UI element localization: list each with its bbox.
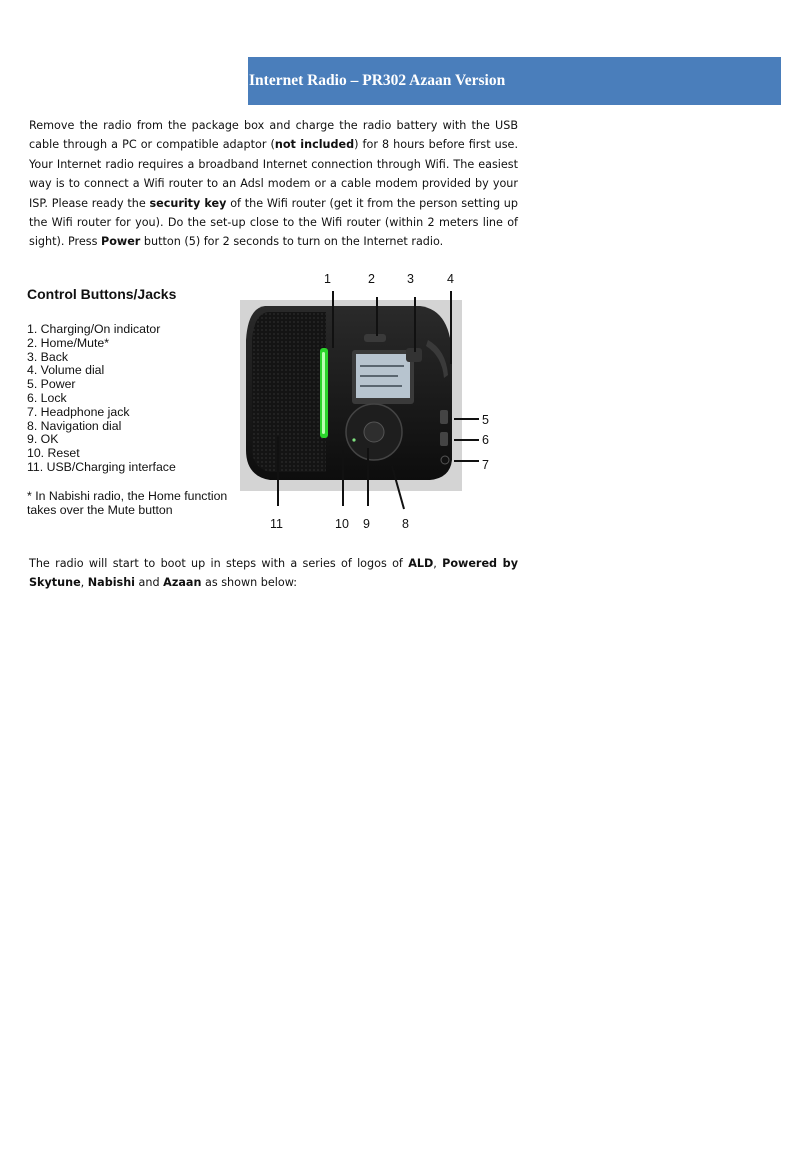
callout-4: 4	[447, 272, 454, 286]
intro-text-1: Remove the radio from the package box and charge the radio battery with the USB cable through a PC or compatible adaptor (	[29, 119, 518, 152]
callout-6: 6	[482, 433, 489, 447]
legend-item: 9. OK	[27, 432, 59, 447]
boot-text: ,	[433, 557, 443, 570]
callout-2: 2	[368, 272, 375, 286]
page-header-bar	[248, 57, 781, 105]
legend-item: 4. Volume dial	[27, 363, 105, 378]
speaker-grille	[252, 312, 326, 472]
legend-item: 2. Home/Mute*	[27, 335, 110, 350]
legend-item: 10. Reset	[27, 446, 80, 461]
intro-bold-power: Power	[101, 235, 141, 249]
intro-text-2: ) for 8 hours before first use. Your Internet radio requires a broadband Internet connection through Wifi. The easiest way is to connect a Wifi router to an Adsl modem or a cable modem provided by your ISP. Please ready the	[29, 138, 518, 210]
callout-8: 8	[402, 517, 409, 531]
page-title: Internet Radio – PR302 Azaan Version	[249, 72, 506, 89]
intro-text-4: button (5) for 2 seconds to turn on the Internet radio.	[140, 235, 444, 249]
callout-1: 1	[324, 272, 331, 286]
boot-text: ,	[80, 576, 88, 590]
intro-bold-security-key: security key	[149, 196, 227, 210]
callout-7: 7	[482, 458, 489, 472]
intro-text-3: of the Wifi router (get it from the person setting up the Wifi router for you). Do the set-up close to the Wifi router (within 2 meters line of sight). Press	[29, 196, 519, 249]
controls-legend-list	[27, 323, 176, 475]
headphone-jack	[441, 456, 449, 464]
logo-name-azaan: Azaan	[163, 576, 202, 590]
lock-switch	[440, 432, 448, 446]
controls-footnote: * In Nabishi radio, the Home function takes over the Mute button	[27, 489, 228, 518]
legend-item: 3. Back	[27, 349, 69, 364]
controls-section-title: Control Buttons/Jacks	[27, 286, 177, 302]
reset-pinhole	[352, 438, 355, 441]
callout-11: 11	[270, 517, 283, 531]
logo-name-ald: ALD	[408, 557, 434, 570]
legend-item: 7. Headphone jack	[27, 404, 130, 419]
radio-photo	[240, 300, 462, 491]
legend-item: 5. Power	[27, 377, 76, 392]
home-mute-button	[364, 334, 386, 342]
callout-5: 5	[482, 413, 489, 427]
logo-name-nabishi: Nabishi	[87, 576, 135, 590]
boot-paragraph	[29, 554, 518, 593]
logo-name-skytune: Powered by Skytune	[29, 557, 518, 590]
ok-button	[364, 422, 384, 442]
power-button	[440, 410, 448, 424]
callout-9: 9	[363, 517, 370, 531]
back-button	[406, 348, 422, 362]
callout-10: 10	[335, 517, 349, 531]
boot-text: as shown below:	[201, 576, 298, 590]
legend-item: 8. Navigation dial	[27, 418, 122, 433]
callout-3: 3	[407, 272, 414, 286]
indicator-highlight	[322, 352, 325, 434]
boot-text: The radio will start to boot up in steps with a series of logos of	[29, 557, 409, 570]
legend-item: 1. Charging/On indicator	[27, 322, 161, 336]
intro-bold-not-included: not included	[274, 138, 355, 152]
legend-item: 6. Lock	[27, 390, 67, 405]
boot-text: and	[135, 576, 164, 590]
intro-paragraph	[29, 116, 518, 252]
legend-item: 11. USB/Charging interface	[27, 459, 176, 474]
